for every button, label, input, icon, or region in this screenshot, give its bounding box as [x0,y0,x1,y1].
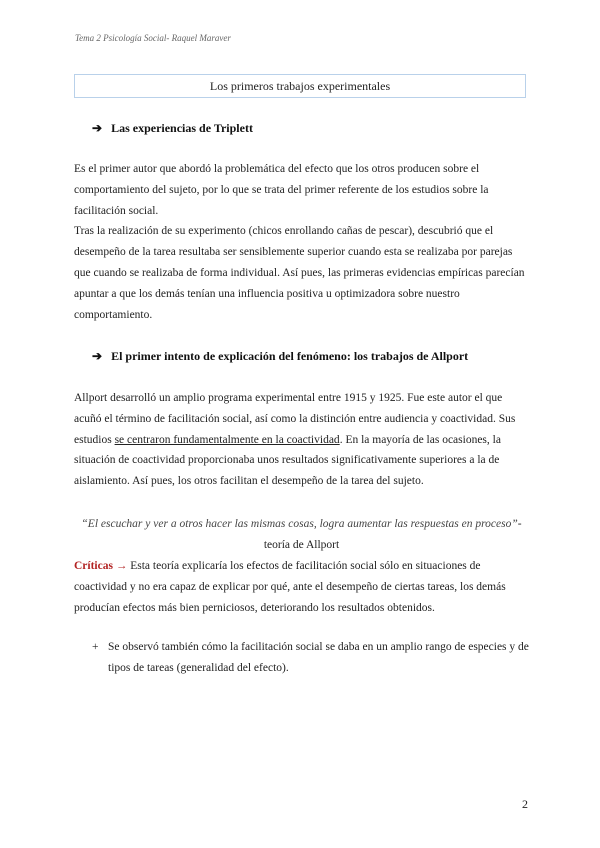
quote-attribution: - teoría de Allport [263,518,522,551]
bullet-text: Se observó también cómo la facilitación social se daba en un amplio rango de especies y de tipos de tareas (generalidad del efecto). [108,641,529,674]
heading-triplett-text: Las experiencias de Triplett [111,121,253,135]
triplett-paragraph-2: Tras la realización de su experimento (chicos enrollando cañas de pescar), descubrió que el desempeño de la tarea resultaba ser sensiblemente superior cuando esta se realizaba por parejas que cuando se realizaba de forma individual. Así pues, las primeras evidencias empíricas parecían apuntar a que los demás tenían una influencia positiva u optimizadora sobre nuestro comportamiento. [74,225,525,321]
allport-body [74,388,529,492]
allport-underlined-text: se centraron fundamentalmente en la coactividad [114,433,340,446]
arrow-right-icon: → [115,560,128,572]
allport-text-a: Allport desarrolló un amplio programa experimental entre 1915 y 1925. Fue este autor el que acuñó el término de facilitación social, así como la distinción entre audiencia y coactividad. Sus estudios [74,392,516,446]
quote-text: “El escuchar y ver a otros hacer las mismas cosas, logra aumentar las respuestas en proceso” [81,518,518,530]
triplett-paragraph-1: Es el primer autor que abordó la problemática del efecto que los otros producen sobre el comportamiento del sujeto, por lo que se trata del primer referente de los estudios sobre la facilitación social. [74,163,489,217]
allport-text-b: . En la mayoría de las ocasiones, la situación de coactividad proporcionaba unos resultados significativamente superiores a la de aislamiento. Así pues, los otros facilitan el desempeño de la tarea del sujeto. [74,433,501,488]
criticas-text: Esta teoría explicaría los efectos de facilitación social sólo en situaciones de coactividad y no era capaz de explicar por qué, ante el desempeño de ciertas tareas, los demás producían efectos más bien perniciosos, deteriorando los resultados obtenidos. [74,560,506,614]
allport-paragraph [74,388,529,492]
heading-allport-text: El primer intento de explicación del fenómeno: los trabajos de Allport [111,349,469,363]
heading-allport [92,349,468,364]
triplett-body [74,159,529,325]
criticas-paragraph [74,556,529,618]
allport-quote [74,514,529,556]
criticas-label: Críticas [74,560,113,572]
plus-bullet-icon: + [92,641,99,653]
page-number: 2 [522,797,528,811]
arrow-right-icon: ➔ [92,121,103,135]
section-title-box: Los primeros trabajos experimentales [74,74,526,98]
bullet-item [92,637,529,679]
heading-triplett [92,121,253,136]
running-header: Tema 2 Psicología Social- Raquel Maraver [75,33,231,43]
arrow-right-icon: ➔ [92,349,103,363]
